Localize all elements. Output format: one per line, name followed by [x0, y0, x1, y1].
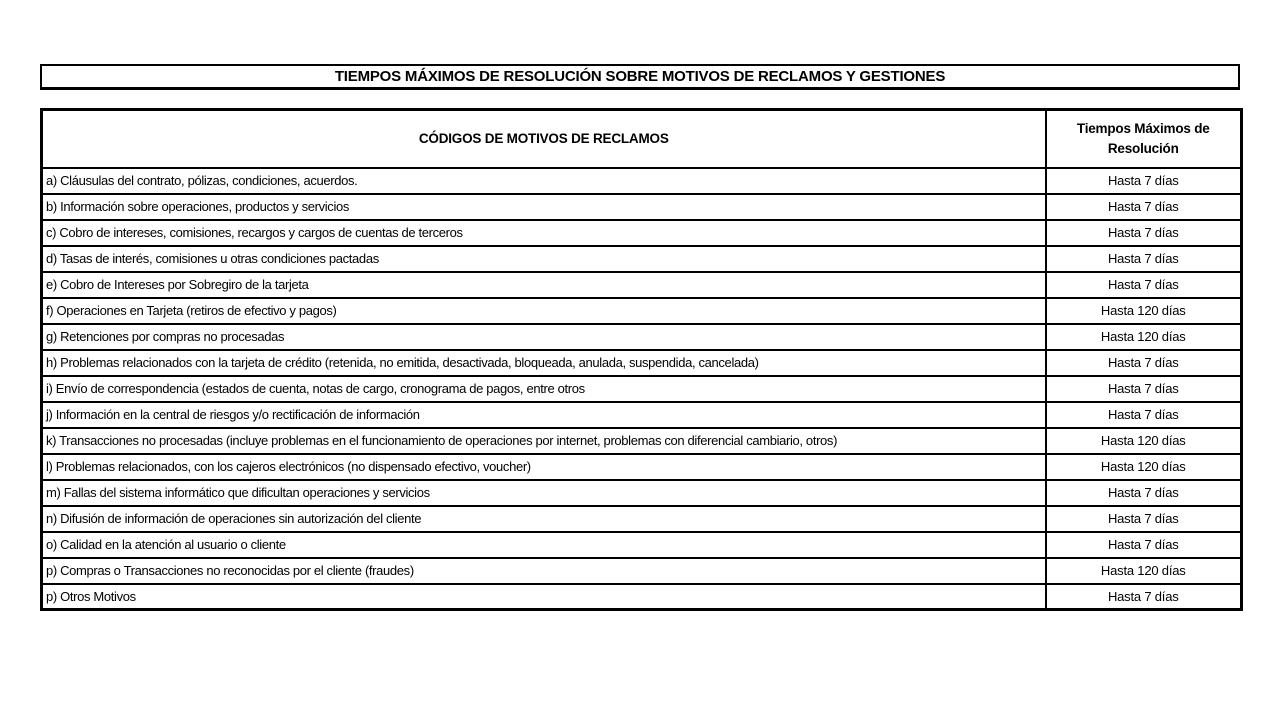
- motivo-cell: k) Transacciones no procesadas (incluye problemas en el funcionamiento de operaciones por internet, problemas con diferencial cambiario, otros): [42, 428, 1046, 454]
- tiempo-cell: Hasta 7 días: [1046, 584, 1242, 610]
- tiempo-cell: Hasta 120 días: [1046, 324, 1242, 350]
- tiempo-cell: Hasta 7 días: [1046, 194, 1242, 220]
- motivo-cell: e) Cobro de Intereses por Sobregiro de la tarjeta: [42, 272, 1046, 298]
- table-body: [42, 168, 1242, 610]
- motivo-cell: m) Fallas del sistema informático que dificultan operaciones y servicios: [42, 480, 1046, 506]
- header-row: [42, 110, 1242, 168]
- table-row: [42, 480, 1242, 506]
- table-row: [42, 506, 1242, 532]
- tiempo-cell: Hasta 7 días: [1046, 402, 1242, 428]
- motivo-cell: o) Calidad en la atención al usuario o cliente: [42, 532, 1046, 558]
- table-row: [42, 168, 1242, 194]
- motivo-cell: a) Cláusulas del contrato, pólizas, condiciones, acuerdos.: [42, 168, 1046, 194]
- table-row: [42, 376, 1242, 402]
- table-row: [42, 246, 1242, 272]
- table-row: [42, 402, 1242, 428]
- motivo-cell: f) Operaciones en Tarjeta (retiros de efectivo y pagos): [42, 298, 1046, 324]
- table-row: [42, 194, 1242, 220]
- tiempo-cell: Hasta 7 días: [1046, 506, 1242, 532]
- motivo-cell: n) Difusión de información de operaciones sin autorización del cliente: [42, 506, 1046, 532]
- page-title: TIEMPOS MÁXIMOS DE RESOLUCIÓN SOBRE MOTIVOS DE RECLAMOS Y GESTIONES: [40, 64, 1240, 90]
- tiempo-cell: Hasta 7 días: [1046, 246, 1242, 272]
- document-page: [0, 64, 1280, 720]
- tiempo-cell: Hasta 7 días: [1046, 532, 1242, 558]
- column-header-motivos: CÓDIGOS DE MOTIVOS DE RECLAMOS: [42, 110, 1046, 168]
- motivo-cell: i) Envío de correspondencia (estados de cuenta, notas de cargo, cronograma de pagos, entre otros: [42, 376, 1046, 402]
- motivo-cell: c) Cobro de intereses, comisiones, recargos y cargos de cuentas de terceros: [42, 220, 1046, 246]
- column-header-tiempos: Tiempos Máximos de Resolución: [1046, 110, 1242, 168]
- table-row: [42, 350, 1242, 376]
- motivo-cell: b) Información sobre operaciones, productos y servicios: [42, 194, 1046, 220]
- motivo-cell: h) Problemas relacionados con la tarjeta de crédito (retenida, no emitida, desactivada, bloqueada, anulada, suspendida, cancelada): [42, 350, 1046, 376]
- tiempo-cell: Hasta 7 días: [1046, 350, 1242, 376]
- tiempo-cell: Hasta 120 días: [1046, 298, 1242, 324]
- tiempo-cell: Hasta 7 días: [1046, 376, 1242, 402]
- table-row: [42, 428, 1242, 454]
- table-row: [42, 298, 1242, 324]
- tiempo-cell: Hasta 120 días: [1046, 454, 1242, 480]
- reclamos-table: [40, 108, 1243, 611]
- motivo-cell: j) Información en la central de riesgos y/o rectificación de información: [42, 402, 1046, 428]
- table-row: [42, 558, 1242, 584]
- tiempo-cell: Hasta 7 días: [1046, 168, 1242, 194]
- table-row: [42, 272, 1242, 298]
- tiempo-cell: Hasta 7 días: [1046, 480, 1242, 506]
- table-row: [42, 454, 1242, 480]
- motivo-cell: p) Compras o Transacciones no reconocidas por el cliente (fraudes): [42, 558, 1046, 584]
- tiempo-cell: Hasta 7 días: [1046, 220, 1242, 246]
- motivo-cell: l) Problemas relacionados, con los cajeros electrónicos (no dispensado efectivo, voucher): [42, 454, 1046, 480]
- table-row: [42, 584, 1242, 610]
- motivo-cell: g) Retenciones por compras no procesadas: [42, 324, 1046, 350]
- tiempo-cell: Hasta 120 días: [1046, 558, 1242, 584]
- motivo-cell: d) Tasas de interés, comisiones u otras condiciones pactadas: [42, 246, 1046, 272]
- motivo-cell: p) Otros Motivos: [42, 584, 1046, 610]
- table-row: [42, 324, 1242, 350]
- tiempo-cell: Hasta 7 días: [1046, 272, 1242, 298]
- tiempo-cell: Hasta 120 días: [1046, 428, 1242, 454]
- table-row: [42, 220, 1242, 246]
- table-row: [42, 532, 1242, 558]
